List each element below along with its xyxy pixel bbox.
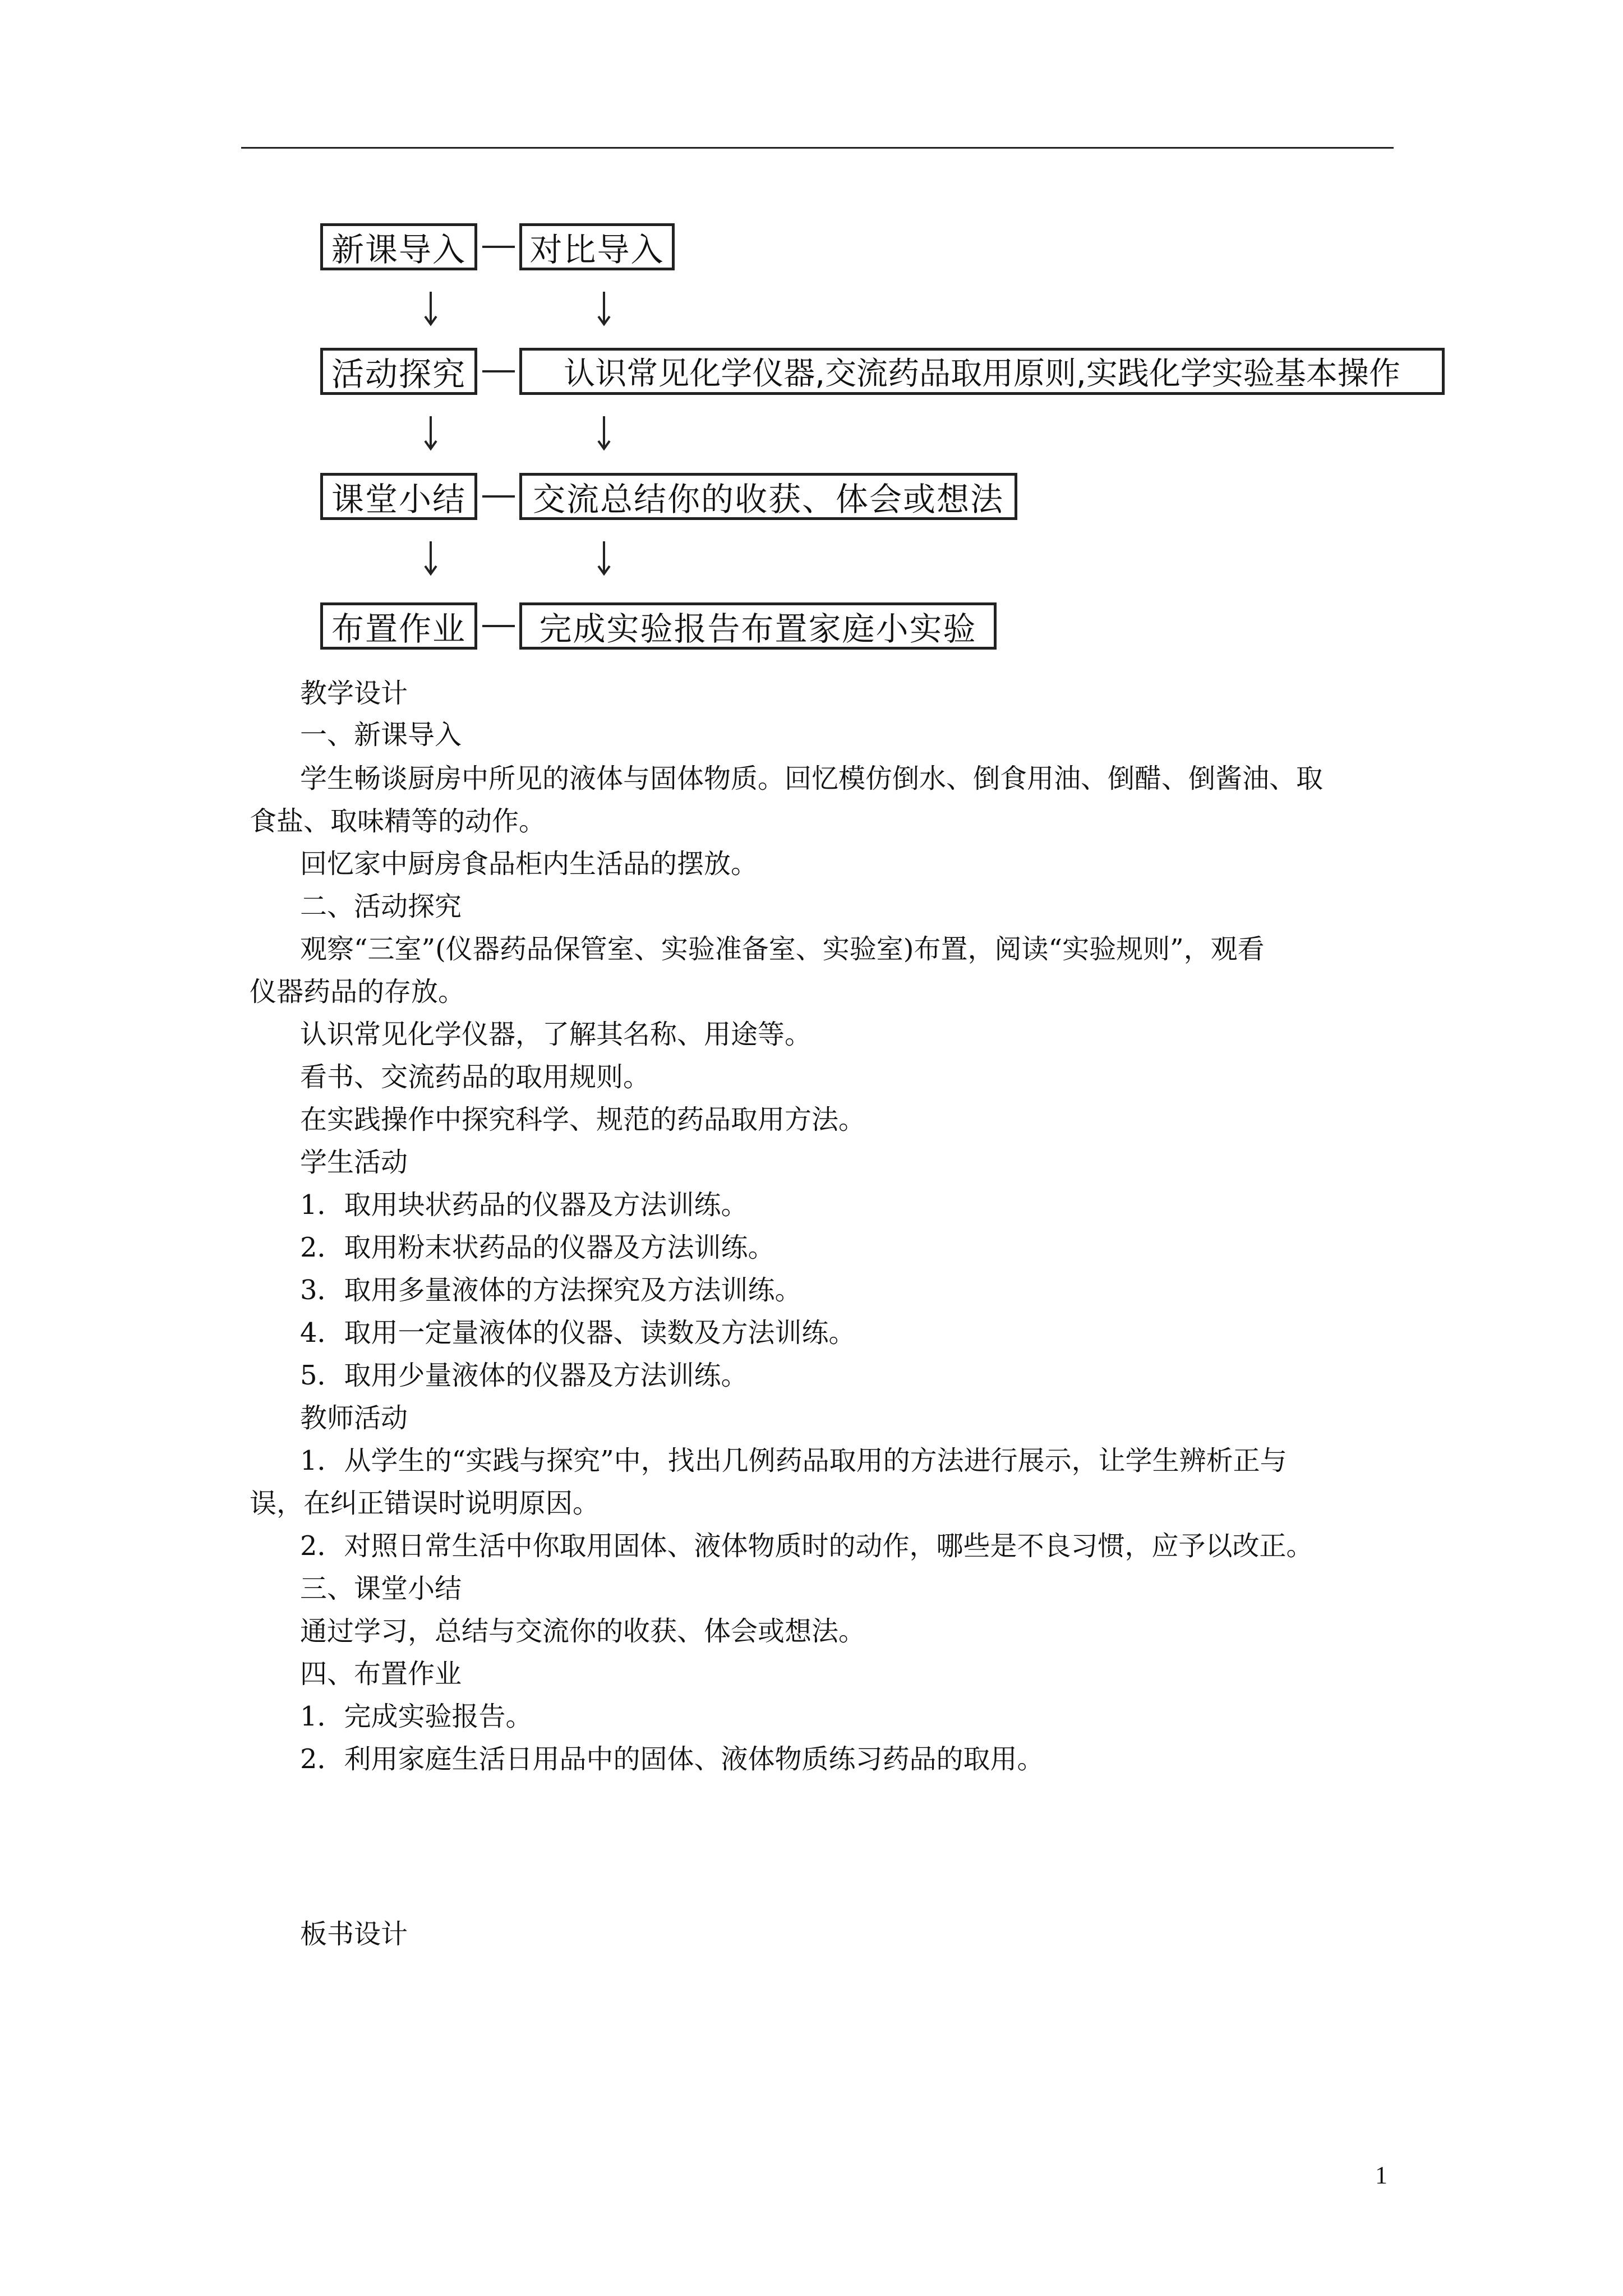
paragraph-line: 看书、交流药品的取用规则。 bbox=[300, 1061, 651, 1093]
paragraph-line: 仪器药品的存放。 bbox=[250, 976, 465, 1007]
paragraph-line: 在实践操作中探究科学、规范的药品取用方法。 bbox=[300, 1104, 866, 1135]
subsection-title: 学生活动 bbox=[300, 1147, 408, 1178]
down-arrow-icon bbox=[419, 540, 442, 576]
flow-step-detail: 对比导入 bbox=[519, 223, 675, 270]
flow-step-label: 布置作业 bbox=[320, 602, 477, 650]
paragraph-line: 回忆家中厨房食品柜内生活品的摆放。 bbox=[300, 848, 758, 880]
section-title: 一、新课导入 bbox=[300, 719, 462, 751]
flow-connector bbox=[482, 246, 515, 248]
list-item: 1．取用块状药品的仪器及方法训练。 bbox=[300, 1189, 748, 1221]
page-number: 1 bbox=[1375, 2161, 1387, 2189]
section-heading: 教学设计 bbox=[300, 678, 408, 709]
paragraph-line: 学生畅谈厨房中所见的液体与固体物质。回忆模仿倒水、倒食用油、倒醋、倒酱油、取 bbox=[300, 763, 1324, 794]
section-title: 四、布置作业 bbox=[300, 1658, 462, 1690]
subsection-title: 教师活动 bbox=[300, 1402, 408, 1434]
down-arrow-icon bbox=[593, 540, 615, 576]
list-item: 5．取用少量液体的仪器及方法训练。 bbox=[300, 1360, 748, 1391]
list-item: 4．取用一定量液体的仪器、读数及方法训练。 bbox=[300, 1317, 856, 1349]
flow-connector bbox=[482, 625, 515, 627]
flow-step-label: 新课导入 bbox=[320, 223, 477, 270]
flow-connector bbox=[482, 495, 515, 498]
flow-step-label: 活动探究 bbox=[320, 348, 477, 395]
list-item: 2．利用家庭生活日用品中的固体、液体物质练习药品的取用。 bbox=[300, 1743, 1044, 1775]
list-item: 1．从学生的“实践与探究”中，找出几例药品取用的方法进行展示，让学生辨析正与 bbox=[300, 1445, 1287, 1476]
flow-step-detail: 认识常见化学仪器,交流药品取用原则,实践化学实验基本操作 bbox=[519, 348, 1445, 395]
flow-step-detail: 完成实验报告布置家庭小实验 bbox=[519, 602, 997, 650]
list-item: 2．对照日常生活中你取用固体、液体物质时的动作，哪些是不良习惯，应予以改正。 bbox=[300, 1530, 1313, 1562]
flow-connector bbox=[482, 370, 515, 372]
section-title: 三、课堂小结 bbox=[300, 1573, 462, 1604]
paragraph-line: 通过学习，总结与交流你的收获、体会或想法。 bbox=[300, 1616, 866, 1647]
down-arrow-icon bbox=[419, 415, 442, 451]
paragraph-line: 认识常见化学仪器，了解其名称、用途等。 bbox=[300, 1019, 812, 1050]
paragraph-line: 食盐、取味精等的动作。 bbox=[250, 806, 546, 837]
paragraph-line: 观察“三室”(仪器药品保管室、实验准备室、实验室)布置，阅读“实验规则”，观看 bbox=[300, 933, 1265, 965]
flow-step-label: 课堂小结 bbox=[320, 473, 477, 520]
list-item: 3．取用多量液体的方法探究及方法训练。 bbox=[300, 1274, 802, 1306]
down-arrow-icon bbox=[593, 291, 615, 326]
section-heading: 板书设计 bbox=[300, 1918, 408, 1950]
header-rule bbox=[241, 147, 1394, 149]
list-item: 1．完成实验报告。 bbox=[300, 1701, 533, 1732]
list-item: 2．取用粉末状药品的仪器及方法训练。 bbox=[300, 1232, 775, 1263]
down-arrow-icon bbox=[593, 415, 615, 451]
flow-step-detail: 交流总结你的收获、体会或想法 bbox=[519, 473, 1017, 520]
list-item: 误，在纠正错误时说明原因。 bbox=[250, 1488, 600, 1519]
down-arrow-icon bbox=[419, 291, 442, 326]
section-title: 二、活动探究 bbox=[300, 891, 462, 922]
